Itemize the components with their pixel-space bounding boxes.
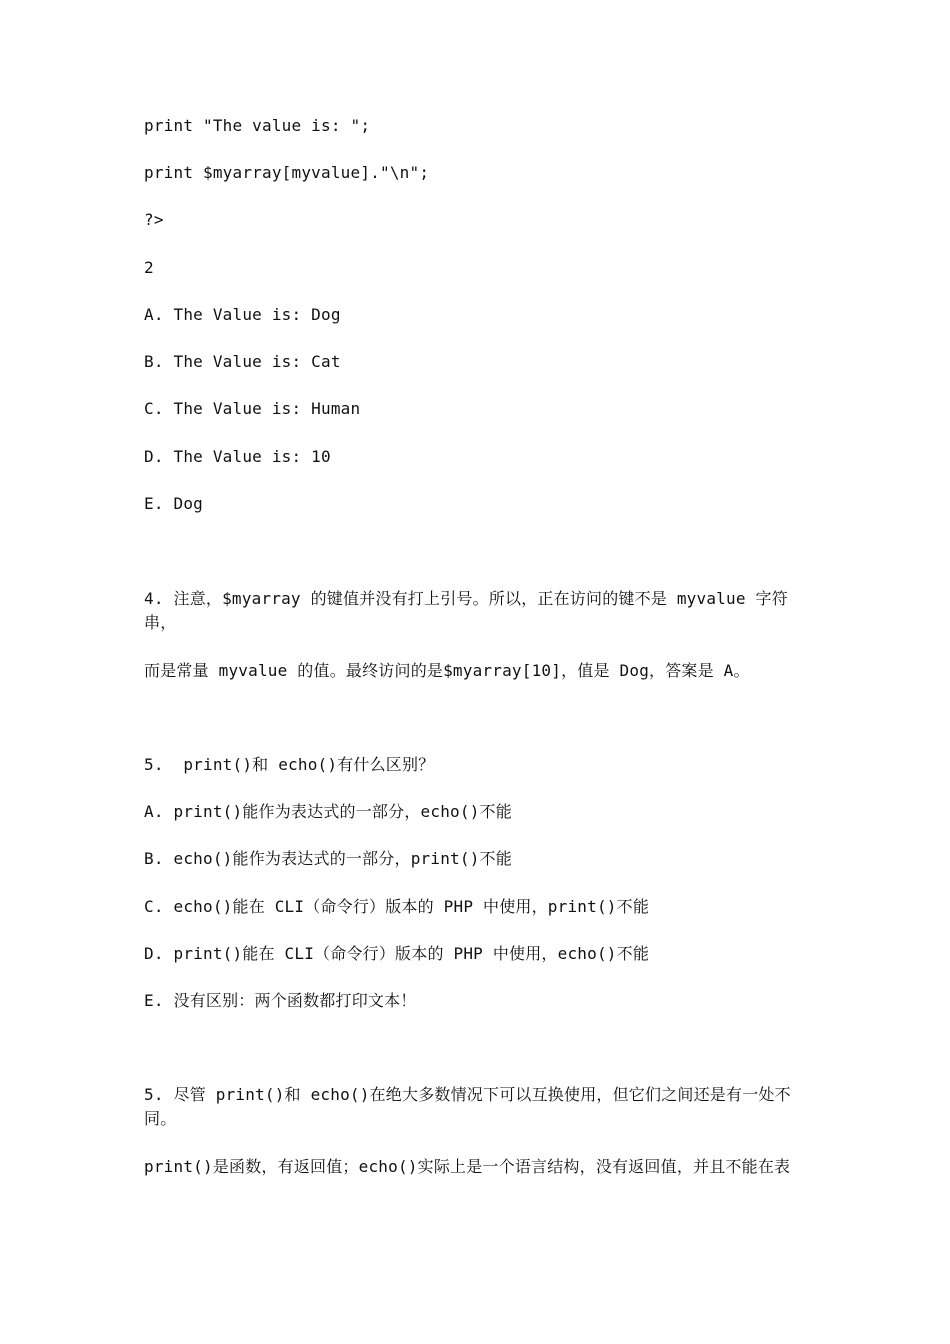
option-b: B. The Value is: Cat <box>144 352 341 371</box>
question-marker: 2 <box>144 258 154 277</box>
question-5-option-d: D. print()能在 CLI（命令行）版本的 PHP 中使用，echo()不能 <box>144 944 650 963</box>
option-d: D. The Value is: 10 <box>144 447 331 466</box>
code-line-print-value: print $myarray[myvalue]."\n"; <box>144 163 430 182</box>
question-5-option-b: B. echo()能作为表达式的一部分，print()不能 <box>144 849 512 868</box>
code-line-close-tag: ?> <box>144 210 164 229</box>
option-c: C. The Value is: Human <box>144 399 361 418</box>
question-5-option-c: C. echo()能在 CLI（命令行）版本的 PHP 中使用，print()不能 <box>144 897 650 916</box>
answer-4-paragraph-2: 而是常量 myvalue 的值。最终访问的是$myarray[10]，值是 Dog，答案是 A。 <box>144 661 750 680</box>
option-a: A. The Value is: Dog <box>144 305 341 324</box>
code-line-print-label: print "The value is: "; <box>144 116 371 135</box>
answer-5-paragraph-1: 5. 尽管 print()和 echo()在绝大多数情况下可以互换使用，但它们之间还是有一处不同。 <box>144 1085 791 1128</box>
answer-4-paragraph-1: 4. 注意，$myarray 的键值并没有打上引号。所以，正在访问的键不是 myvalue 字符串， <box>144 589 788 632</box>
option-e: E. Dog <box>144 494 203 513</box>
answer-5-paragraph-2: print()是函数，有返回值；echo()实际上是一个语言结构，没有返回值，并且不能在表 <box>144 1157 791 1176</box>
question-5-option-e: E. 没有区别：两个函数都打印文本！ <box>144 991 417 1010</box>
question-5-title: 5. print()和 echo()有什么区别？ <box>144 755 435 774</box>
question-5-option-a: A. print()能作为表达式的一部分，echo()不能 <box>144 802 512 821</box>
